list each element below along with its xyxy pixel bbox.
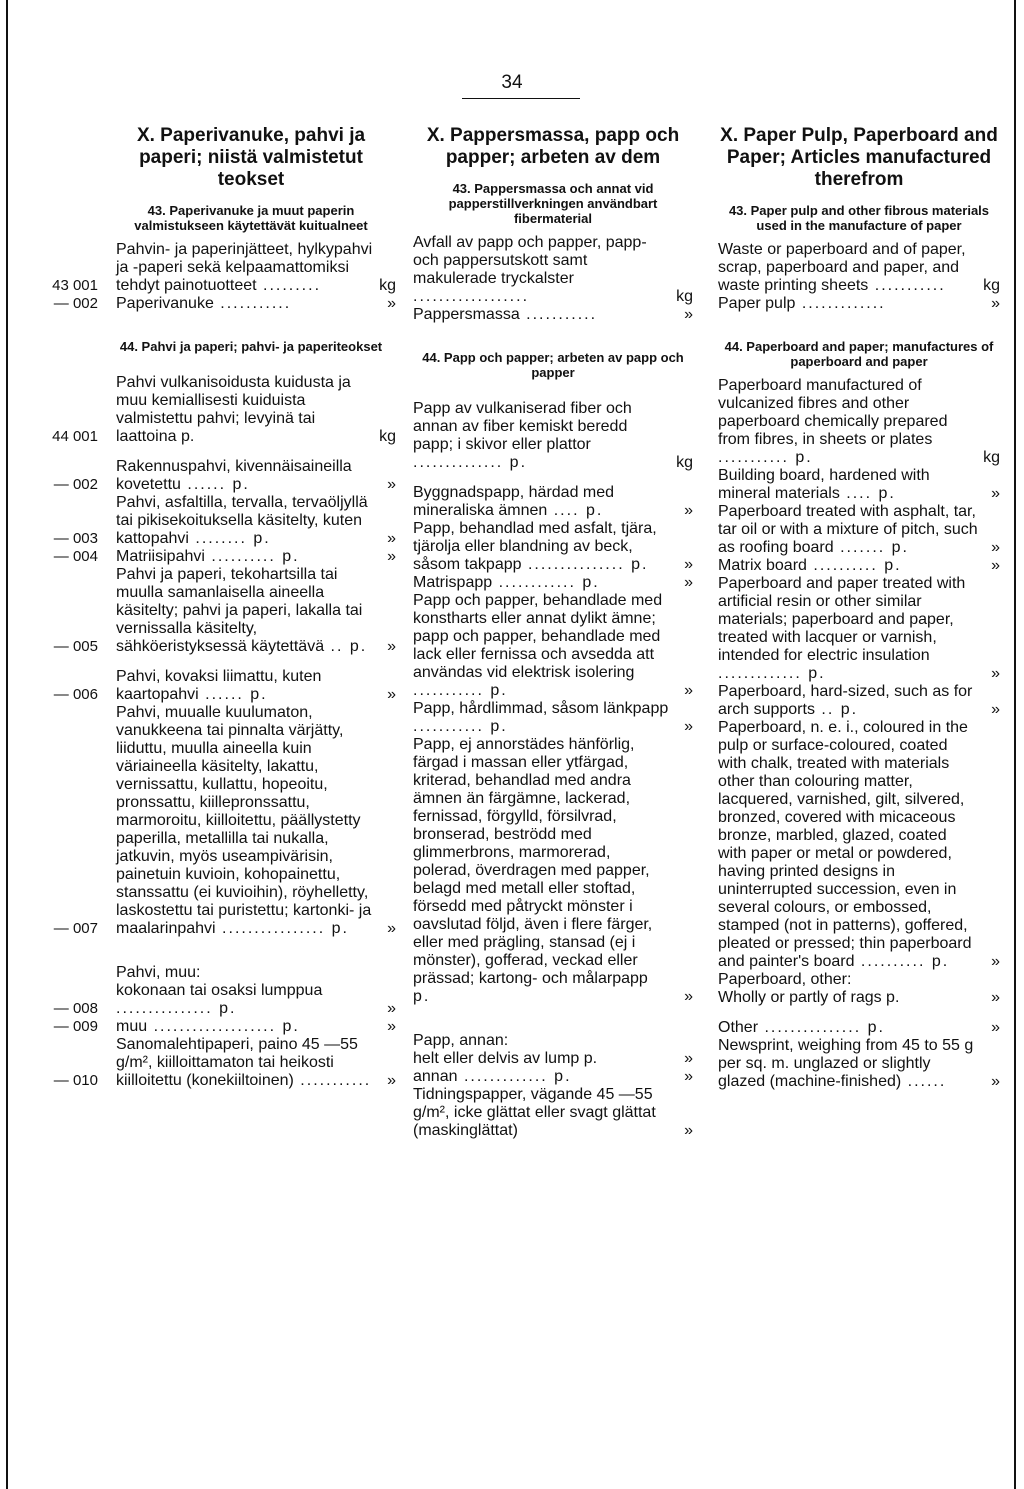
leader-dots: ............. p. — [457, 1068, 572, 1085]
entry-44004-fi — [46, 548, 396, 566]
entry-44004-sv — [413, 574, 693, 592]
leader-dots: .................. — [413, 288, 530, 305]
leader-dots: ........... — [213, 295, 292, 312]
entry-44007-sv — [413, 736, 693, 1006]
leader-dots: ......... — [256, 277, 322, 294]
leader-dots: ...... p. — [180, 476, 250, 493]
subheading-other-en — [718, 971, 1000, 989]
entry-unit: » — [387, 530, 396, 547]
leader-dots: .......... p. — [854, 953, 950, 970]
entry-44006-sv — [413, 700, 693, 736]
entry-text: Paperboard treated with asphalt, tar, tar oil or with a mixture of pitch, such as roofing board — [718, 503, 978, 556]
entry-unit: kg — [983, 449, 1000, 466]
entry-unit: » — [684, 574, 693, 591]
leader-dots: .......... p. — [806, 557, 902, 574]
entry-text: Newsprint, weighing from 45 to 55 g per sq. m. unglazed or slightly glazed (machine-finished) — [718, 1037, 974, 1090]
entry-unit: » — [387, 1018, 396, 1035]
leader-dots: ............. p. — [718, 665, 826, 682]
entry-text: Rakennuspahvi, kivennäisaineilla kovetettu — [116, 458, 352, 493]
entry-code: — 010 — [53, 1072, 98, 1089]
entry-code: — 005 — [53, 638, 98, 655]
leader-dots: .. p. — [814, 701, 859, 718]
entry-text: Waste or paperboard and of paper, scrap, paperboard and paper, and waste printing sheets — [718, 241, 966, 294]
entry-unit: » — [684, 306, 693, 323]
leader-dots: ................... p. — [147, 1018, 300, 1035]
entry-text: Wholly or partly of rags p. — [718, 989, 900, 1006]
entry-44005-en — [718, 575, 1000, 683]
entry-text: Paperboard manufactured of vulcanized fibres and other paperboard chemically prepared from fibres, in sheets or plates — [718, 377, 948, 448]
entry-text: Papp, ej annorstädes hänförlig, färgad i massan eller ytfärgad, kriterad, behandlad med andra ämnen än färgämne, lackerad, fernissad, förgylld, försilvrad, bronserad, beströdd med glimmerbrons, marmorerad, polerad, överdragen med papper, belagd med metall eller stoftad, försedd med påtryckt mönster i oavslutad följd, även i flere färger, eller med prägling, stansad (ej i mönster), gofferad, veckad eller prässad; kartong- och målarpapp — [413, 736, 653, 987]
page-number: 34 — [501, 72, 523, 93]
entry-text: Pahvi vulkanisoidusta kuidusta ja muu kemiallisesti kuiduista valmistettu pahvi; levyinä tai laattoina p. — [116, 374, 351, 445]
scan-edge-left — [6, 0, 8, 1489]
leader-dots: ........... — [293, 1072, 372, 1089]
leader-dots: ........ p. — [188, 530, 271, 547]
entry-text: helt eller delvis av lump p. — [413, 1050, 598, 1067]
section-title-en: X. Paper Pulp, Paperboard and Paper; Articles manufactured therefrom — [720, 125, 998, 190]
leader-dots: p. — [413, 988, 431, 1005]
heading-44-fi: 44. Pahvi ja paperi; pahvi- ja paperiteokset — [119, 339, 383, 354]
entry-43001-fi — [46, 241, 396, 295]
entry-unit: kg — [676, 288, 693, 305]
entry-code: — 006 — [53, 686, 98, 703]
entry-44007-fi — [46, 704, 396, 938]
entry-44010-en — [718, 1037, 1000, 1091]
leader-dots: ............. — [795, 295, 886, 312]
entry-text: Matriisipahvi — [116, 548, 205, 565]
entry-unit: » — [684, 1122, 693, 1139]
entry-unit: kg — [379, 428, 396, 445]
entry-unit: kg — [676, 454, 693, 471]
entry-44006-en — [718, 683, 1000, 719]
entry-44003-en — [718, 503, 1000, 557]
entry-text: Matrispapp — [413, 574, 493, 591]
entry-text: Paper pulp — [718, 295, 796, 312]
entry-code: 43 001 — [52, 277, 98, 294]
entry-unit: » — [684, 682, 693, 699]
entry-code: — 007 — [53, 920, 98, 937]
entry-unit: » — [991, 295, 1000, 312]
leader-dots: ............... p. — [758, 1019, 885, 1036]
heading-44-en: 44. Paperboard and paper; manufactures of paperboard and paper — [724, 339, 994, 369]
entry-text: Paperboard, n. e. i., coloured in the pulp or surface-coloured, coated with chalk, treated with materials other than colouring matter, lacquered, varnished, gilt, silvered, bronzed, covered with micaceous bronze, marbled, glazed, coated with paper or metal or powdered, having printed designs in uninterrupted succession, even in several colours, or embossed, stamped (not in patterns), goffered, pleated or pressed; thin paperboard and painter's board — [718, 719, 972, 970]
entry-unit: » — [684, 1068, 693, 1085]
entry-unit: » — [387, 920, 396, 937]
entry-44001-en — [718, 377, 1000, 467]
section-title-fi: X. Paperivanuke, pahvi ja paperi; niistä valmistetut teokset — [136, 125, 366, 190]
leader-dots: ........... — [519, 306, 598, 323]
entry-unit: » — [991, 485, 1000, 502]
leader-dots: ............... p. — [116, 1000, 237, 1017]
leader-dots: .... p. — [547, 502, 604, 519]
entry-43001-sv — [413, 234, 693, 306]
column-swedish — [413, 125, 693, 1140]
entry-44006-fi — [46, 668, 396, 704]
leader-dots: ....... p. — [833, 539, 909, 556]
entry-unit: » — [387, 1000, 396, 1017]
entry-text: Pappersmassa — [413, 306, 520, 323]
entry-43001-en — [718, 241, 1000, 295]
entry-unit: » — [684, 502, 693, 519]
entry-code: — 008 — [53, 1000, 98, 1017]
entry-unit: » — [991, 557, 1000, 574]
entry-code: — 004 — [53, 548, 98, 565]
entry-text: muu — [116, 1018, 148, 1035]
entry-43002-en — [718, 295, 1000, 313]
page-number-rule — [462, 98, 580, 99]
leader-dots: .......... p. — [204, 548, 300, 565]
entry-unit: » — [991, 1073, 1000, 1090]
entry-44009-sv — [413, 1068, 693, 1086]
entry-text: Paperboard and paper treated with artificial resin or other similar materials; paperboard and paper, treated with lacquer or varnish, intended for electric insulation — [718, 575, 966, 664]
entry-code: — 009 — [53, 1018, 98, 1035]
leader-dots: ................ p. — [215, 920, 349, 937]
entry-44008-en — [718, 989, 1000, 1007]
entry-text: Pahvi, muu: — [116, 964, 201, 981]
entry-unit: » — [387, 295, 396, 312]
leader-dots: ........... p. — [413, 718, 508, 735]
subheading-other-fi — [46, 964, 396, 982]
entry-text: Papp, hårdlimmad, såsom länkpapp — [413, 700, 669, 717]
entry-text: Paperboard, other: — [718, 971, 852, 988]
entry-44005-fi — [46, 566, 396, 656]
leader-dots: ...... — [901, 1073, 947, 1090]
entry-44002-fi — [46, 458, 396, 494]
entry-43002-fi — [46, 295, 396, 313]
entry-44004-en — [718, 557, 1000, 575]
entry-code: — 003 — [53, 530, 98, 547]
leader-dots: ........... p. — [718, 449, 813, 466]
entry-text: Pahvi, asfaltilla, tervalla, tervaöljyllä tai pikisekoituksella käsitelty, kuten kattopahvi — [116, 494, 368, 547]
entry-code: — 002 — [53, 476, 98, 493]
heading-44-sv: 44. Papp och papper; arbeten av papp och papper — [422, 350, 684, 380]
entry-text: Paperboard, hard-sized, such as for arch supports — [718, 683, 973, 718]
leader-dots: ............ p. — [492, 574, 600, 591]
leader-dots: ............... p. — [521, 556, 649, 573]
entry-unit: » — [684, 1050, 693, 1067]
heading-43-sv: 43. Pappersmassa och annat vid papperstillverkningen användbart fibermaterial — [448, 181, 658, 226]
heading-43-fi: 43. Paperivanuke ja muut paperin valmistukseen käytettävät kuitualneet — [134, 203, 368, 233]
entry-text: Papp, annan: — [413, 1032, 509, 1049]
entry-44002-sv — [413, 484, 693, 520]
leader-dots: .. p. — [324, 638, 368, 655]
entry-text: Tidningspapper, vägande 45 —55 g/m², icke glättat eller svagt glättat (maskinglättat) — [413, 1086, 656, 1139]
column-finnish — [46, 125, 396, 1090]
entry-code: 44 001 — [52, 428, 98, 445]
entry-text: Pahvin- ja paperinjätteet, hylkypahvi ja -paperi sekä kelpaamattomiksi tehdyt painotuotteet — [116, 241, 373, 294]
entry-44003-fi — [46, 494, 396, 548]
entry-unit: » — [387, 686, 396, 703]
entry-44009-en — [718, 1019, 1000, 1037]
entry-44001-sv — [413, 400, 693, 472]
section-title-sv: X. Pappersmassa, papp och papper; arbeten av dem — [426, 125, 680, 168]
entry-unit: » — [684, 556, 693, 573]
entry-text: kokonaan tai osaksi lumppua — [116, 982, 323, 999]
entry-44010-sv — [413, 1086, 693, 1140]
entry-unit: » — [684, 718, 693, 735]
entry-unit: » — [387, 548, 396, 565]
scan-edge-right — [1014, 0, 1016, 1489]
entry-43002-sv — [413, 306, 693, 324]
entry-text: Pahvi, muualle kuulumaton, vanukkeena tai pinnalta värjätty, liiduttu, muulla aineella kuin väriaineella käsitelty, lakattu, vernissattu, kullattu, hopeoitu, pronssattu, kiillepronssattu, marmoroitu, kiilloitettu, päällystetty paperilla, metallilla tai nukalla, jatkuvin, myös useampivärisin, painetuin kuvioin, kohopainettu, stanssattu (ei kuvioihin), röyhelletty, laskostettu tai puristettu; kartonki- ja maalarinpahvi — [116, 704, 372, 937]
column-english — [718, 125, 1000, 1091]
entry-unit: » — [684, 988, 693, 1005]
entry-unit: » — [991, 1019, 1000, 1036]
entry-text: Papp och papper, behandlade med konstharts eller annat dylikt ämne; papp och papper, behandlade med lack eller fernissa och avsedda att användas vid elektrisk isolering — [413, 592, 663, 681]
entry-text: annan — [413, 1068, 458, 1085]
entry-text: Papp av vulkaniserad fiber och annan av fiber kemiskt beredd papp; i skivor eller plattor — [413, 400, 632, 453]
leader-dots: .... p. — [839, 485, 896, 502]
heading-43-en: 43. Paper pulp and other fibrous materials used in the manufacture of paper — [728, 203, 990, 233]
leader-dots: ........... — [868, 277, 946, 294]
entry-unit: » — [387, 476, 396, 493]
entry-unit: » — [991, 539, 1000, 556]
entry-44009-fi — [46, 1018, 396, 1036]
entry-44007-en — [718, 719, 1000, 971]
entry-text: Other — [718, 1019, 759, 1036]
entry-44002-en — [718, 467, 1000, 503]
entry-44008-sv — [413, 1050, 693, 1068]
entry-text: Avfall av papp och papper, papp- och pappersutskott samt makulerade tryckalster — [413, 234, 647, 287]
entry-text: Matrix board — [718, 557, 807, 574]
entry-44003-sv — [413, 520, 693, 574]
entry-text: Pahvi, kovaksi liimattu, kuten kaartopahvi — [116, 668, 322, 703]
entry-text: Papp, behandlad med asfalt, tjära, tjärolja eller blandning av beck, såsom takpapp — [413, 520, 657, 573]
entry-unit: » — [387, 1072, 396, 1089]
entry-unit: kg — [379, 277, 396, 294]
leader-dots: ........... p. — [413, 682, 508, 699]
entry-unit: » — [991, 989, 1000, 1006]
entry-text: Building board, hardened with mineral materials — [718, 467, 930, 502]
entry-text: Pahvi ja paperi, tekohartsilla tai muulla samanlaisella aineella käsitelty; pahvi ja paperi, lakalla tai vernissalla käsitelty, sähköeristyksessä käytettävä — [116, 566, 363, 655]
entry-text: Byggnadspapp, härdad med mineraliska ämnen — [413, 484, 615, 519]
entry-44005-sv — [413, 592, 693, 700]
entry-code: — 002 — [53, 295, 98, 312]
entry-44001-fi — [46, 374, 396, 446]
entry-text: Paperivanuke — [116, 295, 214, 312]
leader-dots: ...... p. — [198, 686, 268, 703]
entry-unit: » — [387, 638, 396, 655]
subheading-other-sv — [413, 1032, 693, 1050]
leader-dots: .............. p. — [413, 454, 528, 471]
entry-unit: » — [991, 701, 1000, 718]
entry-unit: kg — [983, 277, 1000, 294]
entry-text: Sanomalehtipaperi, paino 45 —55 g/m², kiilloittamaton tai heikosti kiilloitettu (konekiiltoinen) — [116, 1036, 358, 1089]
entry-44008-fi — [46, 982, 396, 1018]
entry-44010-fi — [46, 1036, 396, 1090]
entry-unit: » — [991, 665, 1000, 682]
entry-unit: » — [991, 953, 1000, 970]
